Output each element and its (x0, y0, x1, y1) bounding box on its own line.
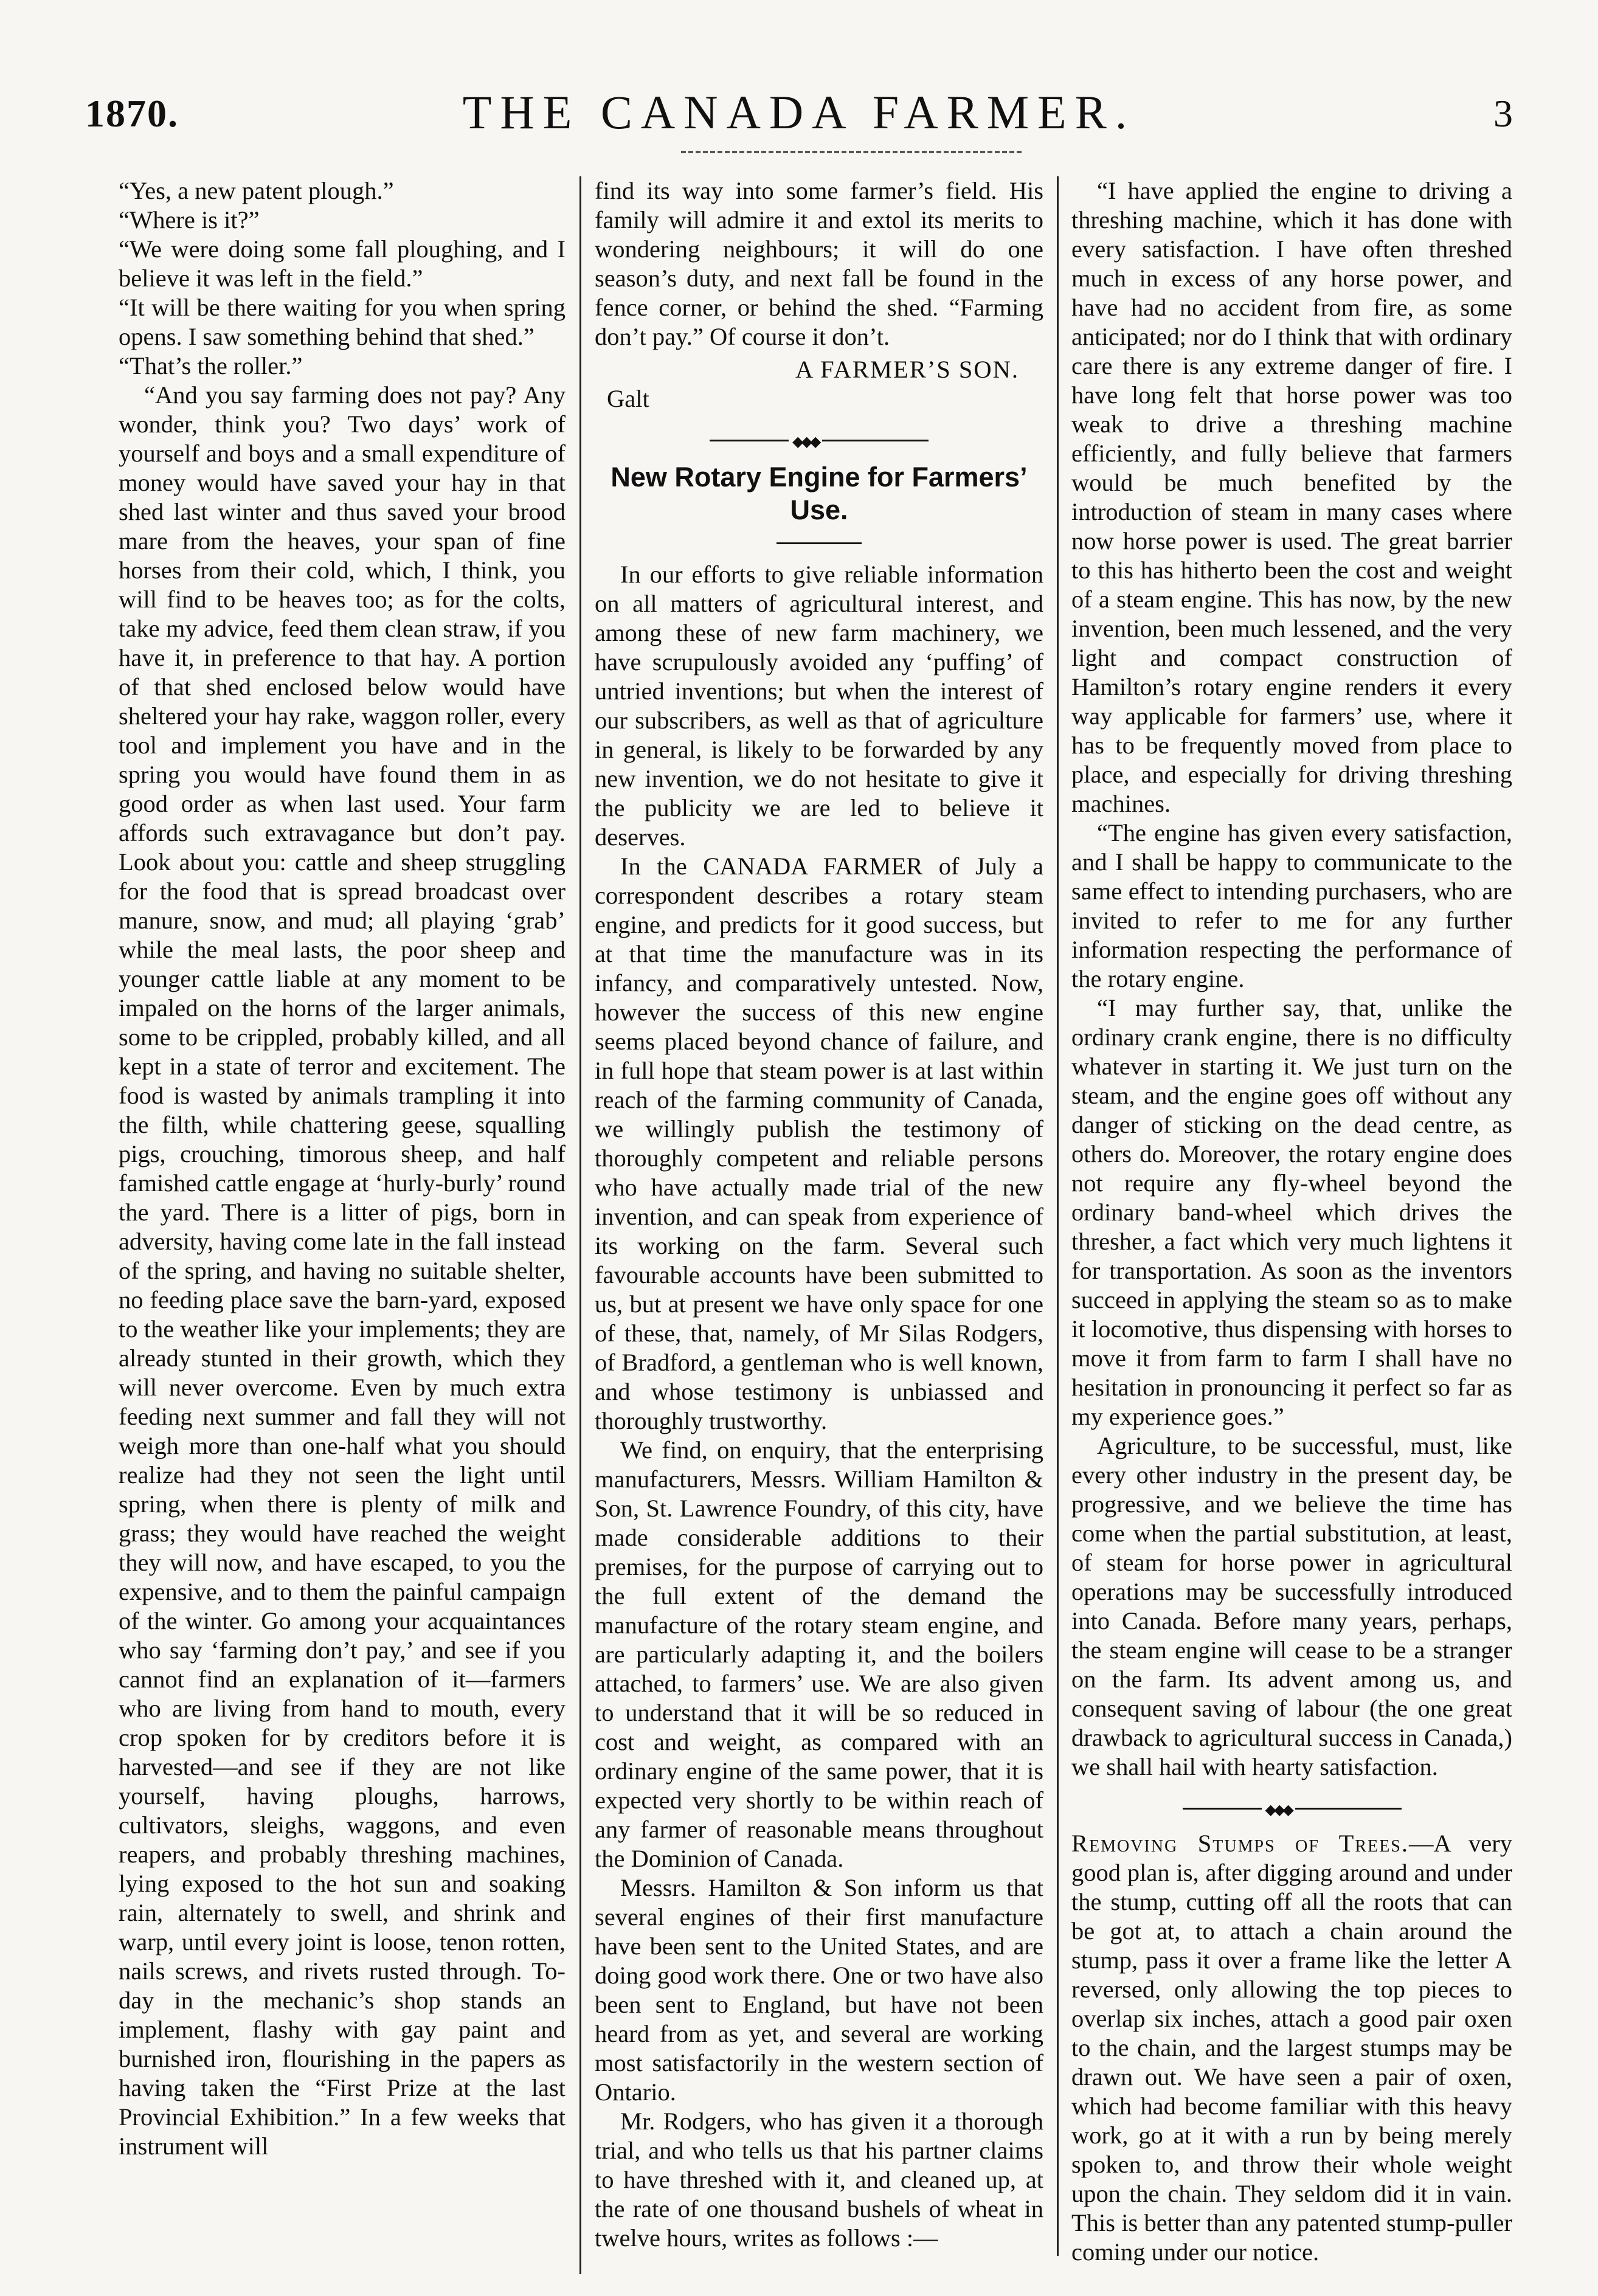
newspaper-title: THE CANADA FARMER. (462, 86, 1136, 139)
author-place: Galt (607, 385, 649, 412)
dialogue-line: “We were doing some fall ploughing, and I believe it was left in the field.” (119, 235, 566, 292)
letter-paragraph: “I have applied the engine to driving a threshing machine, which it has done with every satisfaction. I have often threshed much in excess of any horse power, and have had no accident from fire, as some anticipated; nor do I think that with ordinary care there is any extreme danger of fire. I have long felt that horse power was too weak to drive a threshing machine efficiently, and fully believe that farmers would be much benefited by the introduction of steam in many cases where now horse power is used. The great barrier to this has hitherto been the cost and weight of a steam engine. This has now, by the new invention, been much lessened, and the very light and compact construction of Hamilton’s rotary engine renders it every way applicable for farmers’ use, where it has to be frequently moved from place to place, and especially for driving threshing machines. (1071, 177, 1512, 817)
issue-year: 1870. (85, 92, 179, 135)
stumps-heading: Removing Stumps of Trees. (1071, 1830, 1409, 1857)
stumps-text: —A very good plan is, after digging around and under the stump, cutting off all the roots that can be got at, to attach a chain around the stump, pass it over a frame like the letter A reversed, only allowing the top pieces to overlap six inches, attach a good pair oxen to the chain, and the largest stumps may be drawn out. We have seen a pair of oxen, which had become familiar with this heavy work, go at it with a run by being merely spoken to, and throw their whole weight upon the chain. They seldom did it in vain. This is better than any patented stump-puller coming under our notice. (1071, 1830, 1512, 2266)
page-header (0, 0, 1598, 164)
article-paragraph: “And you say farming does not pay? Any wonder, think you? Two days’ work of yourself and boys and a small expenditure of money would have saved your hay in that shed last winter and thus saved your brood mare from the heaves, your span of fine horses from their cold, which, I think, you will find to be heaves too; as for the colts, take my advice, feed them clean straw, if you have it, in preference to that hay. A portion of that shed enclosed below would have sheltered your hay rake, waggon roller, every tool and implement you have and in the spring you would have found them in as good order as when last used. Your farm affords such extravagance but don’t pay. Look about you: cattle and sheep struggling for the food that is spread broadcast over manure, snow, and mud; all playing ‘grab’ while the meal lasts, the poor sheep and younger cattle liable at any moment to be impaled on the horns of the larger animals, some to be crippled, probably killed, and all kept in a state of terror and excitement. The food is wasted by animals trampling it into the filth, while chattering geese, squalling pigs, crouching, timorous sheep, and half famished cattle engage at ‘hurly-burly’ round the yard. There is a litter of pigs, born in adversity, having come late in the fall instead of the spring, and having no suitable shelter, no feeding place save the barn-yard, exposed to the weather like your implements; they are already stunted in their growth, which they will never overcome. Even by much extra feeding next summer and fall they will not weigh more than one-half what you should realize had they not seen the light until spring, when there is plenty of milk and grass; they would have reached the weight they will now, and have escaped, to you the expensive, and to them the painful campaign of the winter. Go among your acquaintances who say ‘farming don’t pay,’ and see if you cannot find an explanation of it—farmers who are living from hand to mouth, every crop spoken for by creditors before it is harvested—and see if they are not like yourself, having ploughs, harrows, cultivators, sleighs, waggons, and even reapers, and probably threshing machines, lying exposed to the hot sun and soaking rain, alternately to swell, and shrink and warp, until every joint is loose, tenon rotten, nails screws, and rivets rusted through. To-day in the mechanic’s shop stands an implement, flashy with gay paint and burnished iron, flourishing in the papers as having taken the “First Prize at the last Provincial Exhibition.” In a few weeks that instrument will (119, 381, 566, 2160)
column-1 (119, 176, 566, 2280)
article-paragraph: Mr. Rodgers, who has given it a thorough trial, and who tells us that his partner claims to have threshed with it, and cleaned up, at the rate of one thousand bushels of wheat in twelve hours, writes as follows :— (595, 2108, 1043, 2252)
letter-paragraph: “The engine has given every satisfaction, and I shall be happy to communicate to the same effect to intending purchasers, who are invited to refer to me for any further information respecting the performance of the rotary engine. (1071, 819, 1512, 992)
header-ornament-rule (681, 151, 1022, 153)
author-signature: A FARMER’S SON. (795, 356, 1019, 383)
headline-rule (777, 542, 862, 544)
dialogue-line: “That’s the roller.” (119, 352, 303, 379)
section-divider (1183, 1805, 1402, 1812)
article-headline: New Rotary Engine for Farmers’ Use. (610, 462, 1028, 525)
article-paragraph: Messrs. Hamilton & Son inform us that several engines of their first manufacture have been sent to the United States, and are doing good work there. One or two have also been sent to England, but have not been heard from as yet, and several are working most satisfactorily in the western section of Ontario. (595, 1874, 1043, 2106)
article-paragraph: Agriculture, to be successful, must, like every other industry in the present day, be progressive, and we believe the time has come when the partial substitution, at least, of steam for horse power in agricultural operations may be successfully introduced into Canada. Before many years, perhaps, the steam engine will cease to be a stranger on the farm. Its advent among us, and consequent saving of labour (the one great drawback to agricultural success in Canada,) we shall hail with hearty satisfaction. (1071, 1432, 1512, 1780)
column-divider (1057, 176, 1059, 2256)
dialogue-line: “Yes, a new patent plough.” (119, 177, 394, 204)
dialogue-line: “It will be there waiting for you when spring opens. I saw something behind that shed.” (119, 294, 566, 350)
dialogue-line: “Where is it?” (119, 206, 260, 233)
article-continuation: find its way into some farmer’s field. His family will admire it and extol its merits to wondering neighbours; it will do one season’s duty, and next fall be found in the fence corner, or behind the shed. “Farming don’t pay.” Of course it don’t. (595, 177, 1043, 350)
article-paragraph: In our efforts to give reliable information on all matters of agricultural interest, and among these of new farm machinery, we have scrupulously avoided any ‘puffing’ of untried inventions; but when the interest of our subscribers, as well as that of agriculture in general, is likely to be forwarded by any new invention, we do not hesitate to give it the publicity we are led to believe it deserves. (595, 561, 1043, 851)
section-divider (710, 437, 929, 444)
page-number: 3 (1493, 92, 1513, 135)
stumps-paragraph (1071, 1829, 1512, 2267)
letter-paragraph: “I may further say, that, unlike the ordinary crank engine, there is no difficulty whatever in starting it. We just turn on the steam, and the engine goes off without any danger of sticking on the dead centre, as others do. Moreover, the rotary engine does not require any fly-wheel beyond the ordinary band-wheel which drives the thresher, a fact which very much lightens it for transportation. As soon as the inventors succeed in applying the steam so as to make it locomotive, thus dispensing with horses to move it from farm to farm I shall have no hesitation in pronouncing it perfect so far as my experience goes.” (1071, 994, 1512, 1430)
column-divider (579, 176, 581, 2274)
article-paragraph: In the CANADA FARMER of July a correspondent describes a rotary steam engine, and predicts for it good success, but at that time the manufacture was in its infancy, and comparatively untested. Now, however the success of this new engine seems placed beyond chance of failure, and in full hope that steam power is at last within reach of the farming community of Canada, we willingly publish the testimony of thoroughly competent and reliable persons who have actually made trial of the new invention, and can speak from experience of its working on the farm. Several such favourable accounts have been submitted to us, but at present we have only space for one of these, that, namely, of Mr Silas Rodgers, of Bradford, a gentleman who is well known, and whose testimony is unbiassed and thoroughly trustworthy. (595, 852, 1043, 1434)
column-3 (1071, 176, 1512, 2266)
article-paragraph: We find, on enquiry, that the enterprising manufacturers, Messrs. William Hamilton & Son, St. Lawrence Foundry, of this city, have made considerable additions to their premises, for the purpose of carrying out to the full extent of the demand the manufacture of the rotary steam engine, and are particularly adapting it, and the boilers attached, to farmers’ use. We are also given to understand that it will be so reduced in cost and weight, as compared with an ordinary engine of the same power, that it is expected very shortly to be within reach of any farmer of reasonable means throughout the Dominion of Canada. (595, 1436, 1043, 1872)
column-2 (595, 176, 1043, 2256)
